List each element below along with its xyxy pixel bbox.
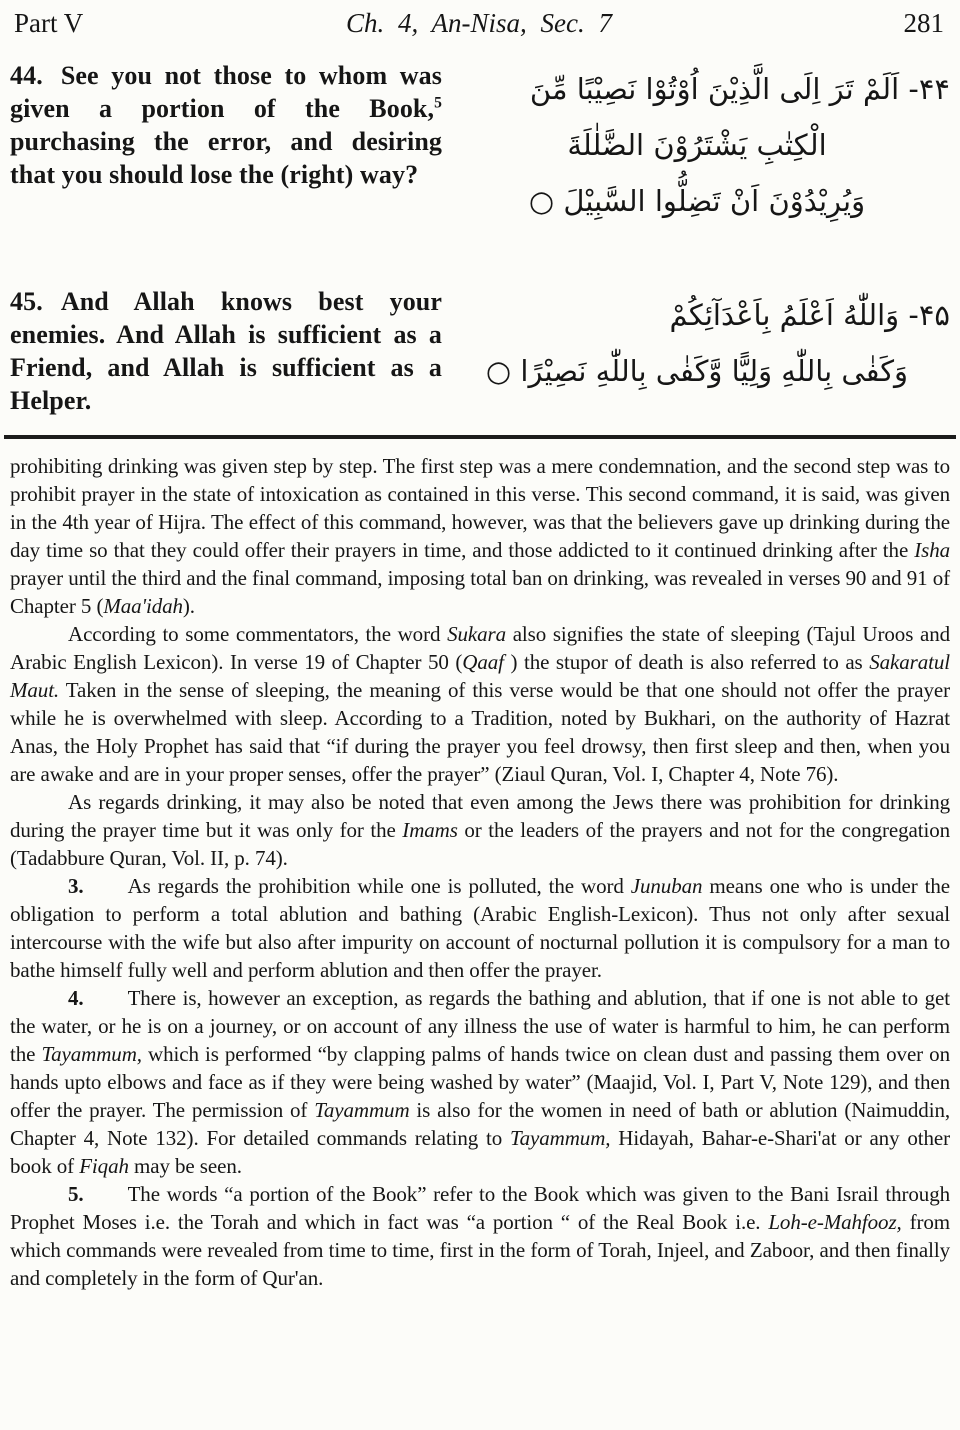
commentary-paragraph xyxy=(10,452,950,620)
verse-44-row xyxy=(10,59,950,229)
commentary-paragraph xyxy=(10,620,950,788)
paragraph-number: 4. xyxy=(68,986,84,1010)
footnote-ref: 5 xyxy=(434,94,442,112)
italic-term: Tayammum, xyxy=(41,1042,142,1066)
text-segment: The words “a portion of the Book” refer to the Book which was given to the Bani Israil through Prophet Moses i.e. the Torah and which in fact was “a portion “ of the Real Book i.e. xyxy=(10,1182,950,1234)
text-segment: As regards the prohibition while one is polluted, the word xyxy=(127,874,631,898)
text-segment: See you not those to whom was given a portion of the Book, xyxy=(10,61,442,123)
chapter-title: Ch. 4, An-Nisa, Sec. 7 xyxy=(346,8,612,38)
italic-term: Imams xyxy=(402,818,458,842)
verse-number: 44. xyxy=(10,61,43,90)
paragraph-number: 3. xyxy=(68,874,84,898)
text-segment: According to some commentators, the word xyxy=(68,622,448,646)
italic-term: Junuban xyxy=(630,874,703,898)
text-segment: ). xyxy=(182,594,195,618)
text-segment: purchasing the error, and desiring that you should lose the (right) way? xyxy=(10,127,442,189)
verse-45-row xyxy=(10,285,950,417)
text-segment: which is performed “by clapping palms of hands twice on clean dust and passing them over on hands upto elbows and face as if they were being washed by water” (Maajid, Vol. I, Part V, Note 129), and then offer the prayer. The permission of xyxy=(10,1042,950,1122)
page-header xyxy=(0,0,960,39)
commentary-paragraph xyxy=(10,872,950,984)
commentary-paragraph xyxy=(10,788,950,872)
text-segment: is also for the women in need of bath or ablution (Naimuddin, Chapter 4, Note 132). For detailed commands relating to xyxy=(10,1098,950,1150)
text-segment: means one who is under the obligation to perform a total ablution and bathing (Arabic English-Lexicon). Thus not only after sexual intercourse with the wife but also after impurity on account of nocturnal pollution it is compulsory for a man to bathe himself fully well and perform ablution and then offer the prayer. xyxy=(10,874,950,982)
text-segment: Hidayah, Bahar-e-Shari'at or any other book of xyxy=(10,1126,950,1178)
italic-term: Tayammum, xyxy=(509,1126,611,1150)
verse-number: 45. xyxy=(10,287,43,316)
text-segment: prayer until the third and the final command, imposing total ban on drinking, was revealed in verses 90 and 91 of Chapter 5 ( xyxy=(10,566,950,618)
italic-term: Fiqah xyxy=(79,1154,129,1178)
arabic-line: وَكَفٰى بِاللّٰهِ وَلِيًّا وَّكَفٰى بِاللّٰهِ نَصِيْرًا ○ xyxy=(485,354,909,388)
italic-term: Sakaratul Maut. xyxy=(10,650,950,702)
verses-section xyxy=(0,39,960,417)
italic-term: Sukara xyxy=(447,622,506,646)
italic-term: Qaaf xyxy=(462,650,504,674)
text-segment: ) the stupor of death is also referred to as xyxy=(503,650,870,674)
text-segment: As regards drinking, it may also be noted that even among the Jews there was prohibition for drinking during the prayer time but it was only for the xyxy=(10,790,950,842)
part-label: Part V xyxy=(14,8,84,38)
arabic-line: الْكِتٰبِ يَشْتَرُوْنَ الضَّلٰلَةَ xyxy=(567,128,827,162)
text-segment: And Allah knows best your enemies. And Allah is sufficient as a Friend, and Allah is sufficient as a Helper. xyxy=(10,287,442,415)
text-segment: prohibiting drinking was given step by step. The first step was a mere condemnation, and the second step was to prohibit prayer in the state of intoxication as contained in this verse. This second command, it is said, was given in the 4th year of Hijra. The effect of this command, however, was that the believers gave up drinking during the day time so that they could offer their prayers in time, and those addicted to it continued drinking after the xyxy=(10,454,950,562)
verse-44-english xyxy=(10,59,442,191)
text-segment: may be seen. xyxy=(128,1154,242,1178)
italic-term: Isha xyxy=(914,538,950,562)
verse-45-arabic xyxy=(442,287,950,399)
text-segment: or the leaders of the prayers and not for the congregation (Tadabbure Quran, Vol. II, p. 74). xyxy=(10,818,950,870)
arabic-line: ۴۴- اَلَمْ تَرَ اِلَى الَّذِيْنَ اُوْتُوْا نَصِيْبًا مِّنَ xyxy=(529,72,950,106)
arabic-line: ۴۵- وَاللّٰهُ اَعْلَمُ بِاَعْدَآئِكُمْ xyxy=(669,298,950,332)
paragraph-number: 5. xyxy=(68,1182,84,1206)
italic-term: Maa'idah xyxy=(103,594,183,618)
text-segment: from which commands were revealed from time to time, first in the form of Torah, Injeel, and Zaboor, and then finally and completely in the form of Qur'an. xyxy=(10,1210,950,1290)
text-segment: Taken in the sense of sleeping, the meaning of this verse would be that one should not offer the prayer while he is overwhelmed with sleep. According to a Tradition, noted by Bukhari, on the authority of Hazrat Anas, the Holy Prophet has said that “if during the prayer you feel drowsy, then first sleep and then, when you are awake and are in your proper senses, offer the prayer” (Ziaul Quran, Vol. I, Chapter 4, Note 76). xyxy=(10,678,950,786)
commentary-section xyxy=(0,439,960,1292)
commentary-paragraph xyxy=(10,1180,950,1292)
commentary-paragraph xyxy=(10,984,950,1180)
italic-term: Loh-e-Mahfooz, xyxy=(768,1210,902,1234)
page-number: 281 xyxy=(903,8,944,38)
verse-45-english xyxy=(10,285,442,417)
text-segment: also signifies the state of sleeping (Tajul Uroos and Arabic English Lexicon). In verse 19 of Chapter 50 ( xyxy=(10,622,950,674)
italic-term: Tayammum xyxy=(314,1098,410,1122)
verse-44-arabic xyxy=(442,61,950,229)
text-segment: There is, however an exception, as regards the bathing and ablution, that if one is not able to get the water, or he is on a journey, or on account of any illness the use of water is harmful to him, he can perform the xyxy=(10,986,950,1066)
arabic-line: وَيُرِيْدُوْنَ اَنْ تَضِلُّوا السَّبِيْلَ ○ xyxy=(528,184,866,218)
